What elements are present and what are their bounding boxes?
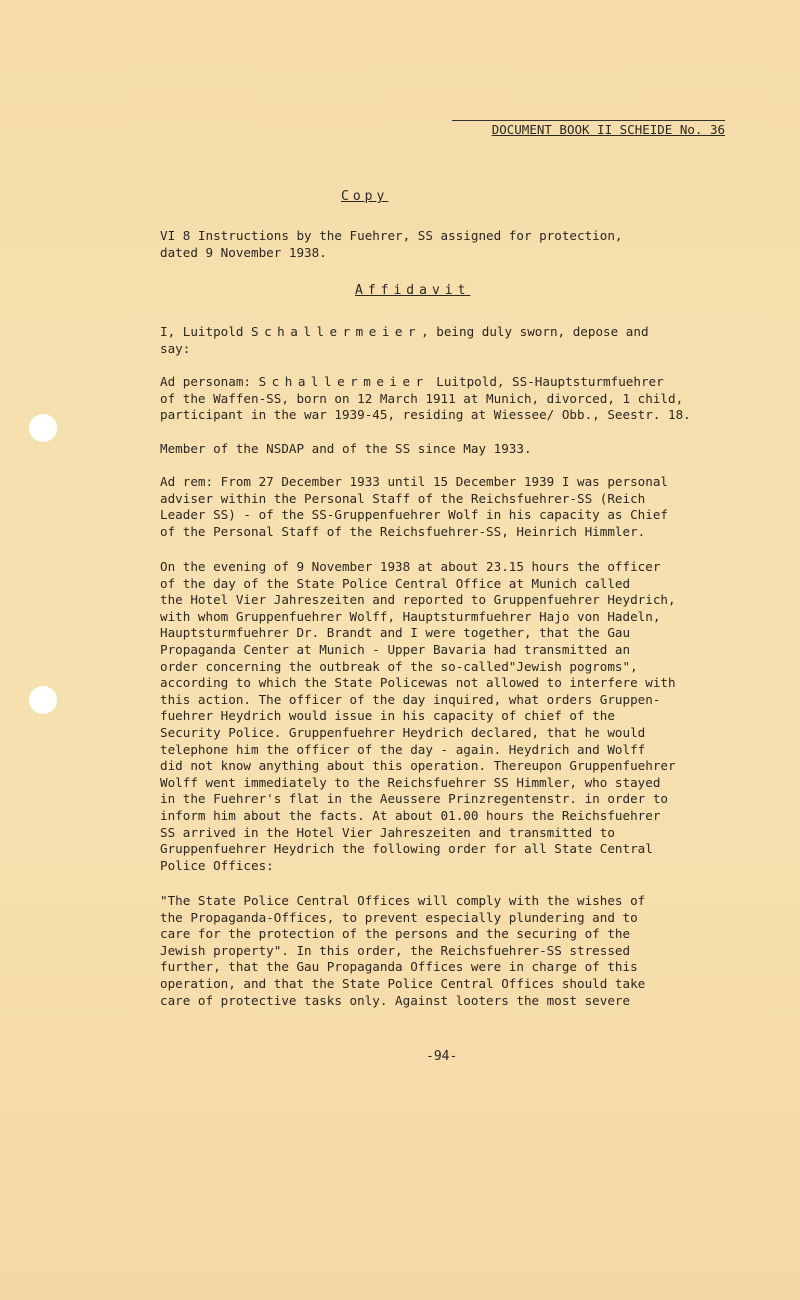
document-reference-header bbox=[450, 120, 725, 137]
order-paragraph bbox=[160, 893, 740, 1009]
membership-paragraph: Member of the NSDAP and of the SS since May 1933. bbox=[160, 441, 532, 456]
evening-line: inform him about the facts. At about 01.00 hours the Reichsfuehrer bbox=[160, 807, 661, 823]
ad-rem-line: of the Personal Staff of the Reichsfuehrer-SS, Heinrich Himmler. bbox=[160, 523, 646, 539]
evening-line: fuehrer Heydrich would issue in his capacity of chief of the bbox=[160, 708, 615, 724]
order-line: care for the protection of the persons and the securing of the bbox=[160, 926, 631, 942]
intro-rest: , being duly sworn, depose and bbox=[421, 324, 649, 339]
ad-rem-line: Leader SS) - of the SS-Gruppenfuehrer Wolf in his capacity as Chief bbox=[160, 507, 668, 523]
order-line: care of protective tasks only. Against looters the most severe bbox=[160, 992, 631, 1008]
evening-line: telephone him the officer of the day - again. Heydrich and Wolff bbox=[160, 741, 646, 757]
subject-line-2: dated 9 November 1938. bbox=[160, 244, 327, 260]
page-number: -94- bbox=[426, 1049, 458, 1064]
evening-line: according to which the State Policewas not allowed to interfere with bbox=[160, 675, 676, 691]
ad-rem-paragraph bbox=[160, 474, 740, 540]
subject-line bbox=[160, 228, 740, 261]
intro-surname: Schallermeier bbox=[251, 324, 422, 339]
order-line: "The State Police Central Offices will comply with the wishes of bbox=[160, 893, 646, 908]
ad-personam-line-3: participant in the war 1939-45, residing at Wiessee/ Obb., Seestr. 18. bbox=[160, 407, 691, 423]
evening-line: Security Police. Gruppenfuehrer Heydrich declared, that he would bbox=[160, 724, 646, 740]
subject-line-1: VI 8 Instructions by the Fuehrer, SS assigned for protection, bbox=[160, 228, 623, 243]
ad-personam-paragraph bbox=[160, 374, 740, 424]
evening-line: Gruppenfuehrer Heydrich the following order for all State Central bbox=[160, 841, 653, 857]
ad-personam-line-1-rest: Luitpold, SS-Hauptsturmfuehrer bbox=[428, 374, 664, 389]
evening-line: with whom Gruppenfuehrer Wolff, Hauptsturmfuehrer Hajo von Hadeln, bbox=[160, 608, 661, 624]
intro-line-2: say: bbox=[160, 340, 191, 356]
copy-label: Copy bbox=[341, 189, 389, 204]
evening-line: On the evening of 9 November 1938 at about 23.15 hours the officer bbox=[160, 559, 661, 574]
punch-hole-upper bbox=[29, 414, 57, 442]
evening-line: Wolff went immediately to the Reichsfuehrer SS Himmler, who stayed bbox=[160, 774, 661, 790]
evening-line: SS arrived in the Hotel Vier Jahreszeiten and transmitted to bbox=[160, 824, 615, 840]
evening-line: this action. The officer of the day inquired, what orders Gruppen- bbox=[160, 691, 661, 707]
order-line: further, that the Gau Propaganda Offices were in charge of this bbox=[160, 959, 638, 975]
ad-personam-surname: Schallermeier bbox=[258, 374, 429, 389]
evening-line: Hauptsturmfuehrer Dr. Brandt and I were together, that the Gau bbox=[160, 625, 631, 641]
punch-hole-lower bbox=[29, 686, 57, 714]
ad-personam-prefix: Ad personam: bbox=[160, 374, 259, 389]
intro-paragraph bbox=[160, 324, 740, 357]
evening-line: did not know anything about this operation. Thereupon Gruppenfuehrer bbox=[160, 758, 676, 774]
evening-line: of the day of the State Police Central Office at Munich called bbox=[160, 575, 631, 591]
evening-line: order concerning the outbreak of the so-called"Jewish pogroms", bbox=[160, 658, 638, 674]
ad-personam-line-2: of the Waffen-SS, born on 12 March 1911 at Munich, divorced, 1 child, bbox=[160, 390, 684, 406]
ad-rem-line: Ad rem: From 27 December 1933 until 15 December 1939 I was personal bbox=[160, 474, 668, 489]
order-line: Jewish property". In this order, the Reichsfuehrer-SS stressed bbox=[160, 942, 631, 958]
evening-line: the Hotel Vier Jahreszeiten and reported to Gruppenfuehrer Heydrich, bbox=[160, 592, 676, 608]
order-line: the Propaganda-Offices, to prevent especially plundering and to bbox=[160, 909, 638, 925]
intro-prefix: I, Luitpold bbox=[160, 324, 251, 339]
evening-paragraph bbox=[160, 559, 740, 874]
evening-line: in the Fuehrer's flat in the Aeussere Prinzregentenstr. in order to bbox=[160, 791, 668, 807]
evening-line: Propaganda Center at Munich - Upper Bavaria had transmitted an bbox=[160, 641, 631, 657]
document-reference: DOCUMENT BOOK II SCHEIDE No. 36 bbox=[491, 122, 725, 137]
order-line: operation, and that the State Police Central Offices should take bbox=[160, 975, 646, 991]
evening-line: Police Offices: bbox=[160, 857, 274, 873]
document-title: Affidavit bbox=[355, 283, 471, 298]
ad-rem-line: adviser within the Personal Staff of the Reichsfuehrer-SS (Reich bbox=[160, 490, 646, 506]
